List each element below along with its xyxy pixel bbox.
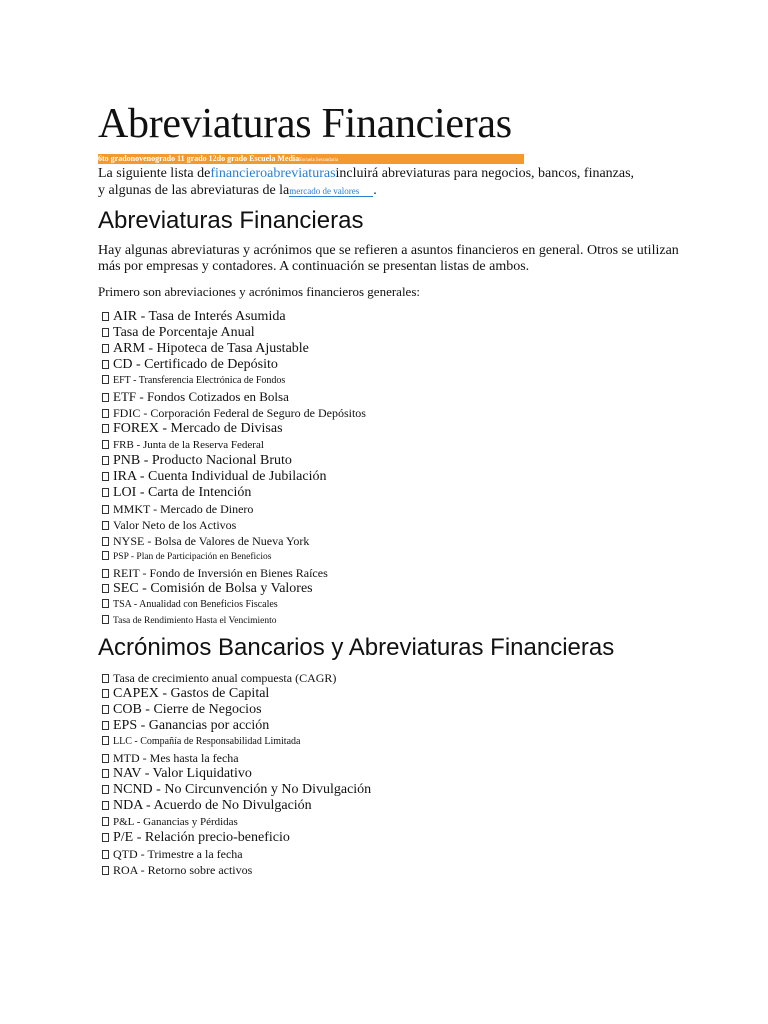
banner-small-text: Escuela Secundaria bbox=[299, 158, 339, 163]
financial-abbreviations-link[interactable]: financieroabreviaturas bbox=[210, 166, 336, 181]
list-item bbox=[102, 734, 371, 750]
stock-market-link[interactable]: mercado de valores bbox=[289, 186, 373, 197]
section-heading-banking: Acrónimos Bancarios y Abreviaturas Financieras bbox=[98, 634, 615, 661]
list-item bbox=[102, 613, 366, 629]
list-item bbox=[102, 814, 371, 830]
list-item-text: ROA - Retorno sobre activos bbox=[113, 863, 253, 877]
intro-text-1: La siguiente lista de bbox=[98, 166, 211, 181]
bullet-icon bbox=[102, 599, 109, 608]
list-item bbox=[102, 373, 366, 389]
list-item bbox=[102, 597, 366, 613]
bullet-icon bbox=[102, 488, 109, 497]
section1-paragraph: Hay algunas abreviaturas y acrónimos que se refieren a asuntos financieros en general. Otros se utilizan más por empresas y contadores. A continuación se presentan listas de ambos. bbox=[98, 243, 679, 274]
list-item bbox=[102, 437, 366, 453]
list-item-text: NYSE - Bolsa de Valores de Nueva York bbox=[113, 534, 310, 548]
list-item-text: TSA - Anualidad con Beneficios Fiscales bbox=[113, 599, 278, 610]
list-item-text: PNB - Producto Nacional Bruto bbox=[113, 453, 292, 468]
list-item bbox=[102, 421, 366, 437]
bullet-icon bbox=[102, 721, 109, 730]
list-item bbox=[102, 405, 366, 421]
list-item bbox=[102, 750, 371, 766]
list-item bbox=[102, 469, 366, 485]
list-item bbox=[102, 389, 366, 405]
bullet-icon bbox=[102, 801, 109, 810]
bullet-icon bbox=[102, 817, 109, 826]
list-item-text: EPS - Ganancias por acción bbox=[113, 718, 270, 733]
bullet-icon bbox=[102, 409, 109, 418]
bullet-icon bbox=[102, 328, 109, 337]
bullet-icon bbox=[102, 456, 109, 465]
list-item-text: MMKT - Mercado de Dinero bbox=[113, 502, 254, 516]
bullet-icon bbox=[102, 850, 109, 859]
list-item bbox=[102, 766, 371, 782]
list-item-text: MTD - Mes hasta la fecha bbox=[113, 751, 239, 765]
bullet-icon bbox=[102, 785, 109, 794]
list-item-text: ETF - Fondos Cotizados en Bolsa bbox=[113, 389, 289, 404]
list-item bbox=[102, 718, 371, 734]
banner-text: 6to gradonovenogrado 11 grado 12do grado Escuela Media bbox=[98, 154, 300, 163]
list-item bbox=[102, 702, 371, 718]
list-item-text: P/E - Relación precio-beneficio bbox=[113, 830, 290, 845]
list-item bbox=[102, 782, 371, 798]
list-item bbox=[102, 798, 371, 814]
list-item bbox=[102, 501, 366, 517]
bullet-icon bbox=[102, 360, 109, 369]
intro-text-3: y algunas de las abreviaturas de la bbox=[98, 183, 290, 198]
list-item bbox=[102, 581, 366, 597]
list-item-text: IRA - Cuenta Individual de Jubilación bbox=[113, 469, 327, 484]
list-item-text: CAPEX - Gastos de Capital bbox=[113, 686, 270, 701]
list-item-text: SEC - Comisión de Bolsa y Valores bbox=[113, 581, 313, 596]
list-item bbox=[102, 485, 366, 501]
list-item bbox=[102, 309, 366, 325]
grade-level-banner bbox=[98, 154, 524, 164]
bullet-icon bbox=[102, 393, 109, 402]
bullet-icon bbox=[102, 551, 109, 560]
bullet-icon bbox=[102, 584, 109, 593]
list-item bbox=[102, 830, 371, 846]
list-item-text: Tasa de Rendimiento Hasta el Vencimiento bbox=[113, 616, 277, 626]
list-item bbox=[102, 862, 371, 878]
list-item-text: NAV - Valor Liquidativo bbox=[113, 766, 252, 781]
bullet-icon bbox=[102, 537, 109, 546]
list-item bbox=[102, 325, 366, 341]
bullet-icon bbox=[102, 521, 109, 530]
list-item-text: Tasa de Porcentaje Anual bbox=[113, 325, 255, 340]
list-item-text: LOI - Carta de Intención bbox=[113, 485, 252, 500]
list-item bbox=[102, 453, 366, 469]
list-item bbox=[102, 549, 366, 565]
bullet-icon bbox=[102, 569, 109, 578]
list-item-text: FRB - Junta de la Reserva Federal bbox=[113, 439, 264, 451]
bullet-icon bbox=[102, 615, 109, 624]
list-item-text: REIT - Fondo de Inversión en Bienes Raíces bbox=[113, 566, 328, 580]
page-title: Abreviaturas Financieras bbox=[98, 101, 512, 147]
bullet-icon bbox=[102, 833, 109, 842]
list-item bbox=[102, 533, 366, 549]
bullet-icon bbox=[102, 689, 109, 698]
list-item bbox=[102, 670, 371, 686]
list-item-text: FDIC - Corporación Federal de Seguro de Depósitos bbox=[113, 406, 366, 420]
bullet-icon bbox=[102, 736, 109, 745]
list-item bbox=[102, 565, 366, 581]
list-item-text: CD - Certificado de Depósito bbox=[113, 357, 278, 372]
list-item-text: COB - Cierre de Negocios bbox=[113, 702, 262, 717]
banking-abbreviations-list bbox=[102, 670, 371, 878]
list-item-text: P&L - Ganancias y Pérdidas bbox=[113, 816, 238, 828]
list-item-text: FOREX - Mercado de Divisas bbox=[113, 421, 283, 436]
bullet-icon bbox=[102, 472, 109, 481]
section1-intro-line: Primero son abreviaciones y acrónimos financieros generales: bbox=[98, 284, 420, 299]
bullet-icon bbox=[102, 754, 109, 763]
intro-text-2: incluirá abreviaturas para negocios, bancos, finanzas, bbox=[335, 166, 635, 181]
bullet-icon bbox=[102, 424, 109, 433]
list-item-text: Valor Neto de los Activos bbox=[113, 518, 237, 532]
bullet-icon bbox=[102, 866, 109, 875]
list-item bbox=[102, 846, 371, 862]
list-item-text: EFT - Transferencia Electrónica de Fondos bbox=[113, 375, 286, 386]
list-item-text: QTD - Trimestre a la fecha bbox=[113, 847, 243, 861]
bullet-icon bbox=[102, 440, 109, 449]
list-item bbox=[102, 357, 366, 373]
bullet-icon bbox=[102, 674, 109, 683]
general-abbreviations-list bbox=[102, 309, 366, 629]
bullet-icon bbox=[102, 769, 109, 778]
bullet-icon bbox=[102, 312, 109, 321]
list-item-text: PSP - Plan de Participación en Beneficios bbox=[113, 552, 272, 562]
intro-paragraph bbox=[98, 165, 658, 200]
list-item bbox=[102, 341, 366, 357]
list-item-text: NCND - No Circunvención y No Divulgación bbox=[113, 782, 372, 797]
list-item bbox=[102, 686, 371, 702]
intro-text-4: . bbox=[373, 183, 377, 198]
bullet-icon bbox=[102, 505, 109, 514]
section-heading-financial: Abreviaturas Financieras bbox=[98, 207, 364, 234]
list-item bbox=[102, 517, 366, 533]
list-item-text: LLC - Compañía de Responsabilidad Limitada bbox=[113, 736, 301, 747]
bullet-icon bbox=[102, 705, 109, 714]
bullet-icon bbox=[102, 344, 109, 353]
list-item-text: Tasa de crecimiento anual compuesta (CAGR) bbox=[113, 671, 337, 685]
list-item-text: ARM - Hipoteca de Tasa Ajustable bbox=[113, 341, 309, 356]
list-item-text: NDA - Acuerdo de No Divulgación bbox=[113, 798, 312, 813]
list-item-text: AIR - Tasa de Interés Asumida bbox=[113, 309, 286, 324]
bullet-icon bbox=[102, 375, 109, 384]
